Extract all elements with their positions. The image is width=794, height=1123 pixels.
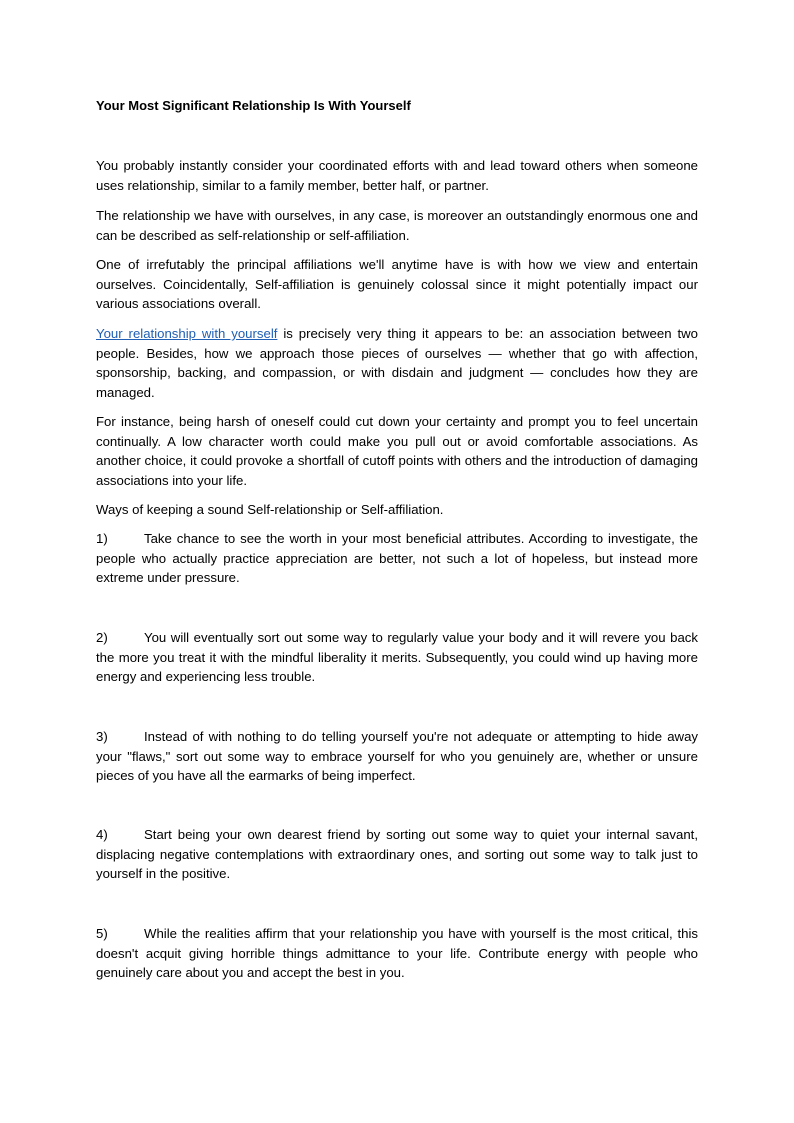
paragraph-6: Ways of keeping a sound Self-relationship or Self-affiliation.: [96, 502, 444, 517]
paragraph-3: One of irrefutably the principal affiliations we'll anytime have is with how we view and entertain ourselves. Coincidentally, Self-affiliation is genuinely colossal since it might potentially impact our various associations overall.: [96, 257, 698, 311]
list-item-3: [96, 727, 698, 786]
list-item-text: While the realities affirm that your relationship you have with yourself is the most critical, this doesn't acquit giving horrible things admittance to your life. Contribute energy with people who genuinely care about you and accept the best in you.: [96, 926, 698, 980]
paragraph-4-text: is precisely very thing it appears to be: an association between two people. Besides, how we approach those pieces of ourselves — whether that go with affection, sponsorship, backing, and compassion, or with disdain and judgment — concludes how they are managed.: [96, 326, 698, 400]
list-item-text: Instead of with nothing to do telling yourself you're not adequate or attempting to hide away your "flaws," sort out some way to embrace yourself for who you genuinely are, whether or unsure pieces of you have all the earmarks of being imperfect.: [96, 729, 698, 783]
list-number: 5): [96, 926, 108, 941]
relationship-link[interactable]: Your relationship with yourself: [96, 326, 278, 341]
paragraph-2: The relationship we have with ourselves, in any case, is moreover an outstandingly enormous one and can be described as self-relationship or self-affiliation.: [96, 208, 698, 243]
list-number: 3): [96, 729, 108, 744]
list-number: 2): [96, 630, 108, 645]
list-item-1: [96, 529, 698, 588]
paragraph-5: For instance, being harsh of oneself could cut down your certainty and prompt you to feel uncertain continually. A low character worth could make you pull out or avoid comfortable associations. As another choice, it could provoke a shortfall of cutoff points with others and the introduction of damaging associations into your life.: [96, 414, 698, 488]
list-item-4: [96, 825, 698, 884]
page-title: Your Most Significant Relationship Is With Yourself: [96, 98, 411, 113]
list-item-5: [96, 924, 698, 983]
paragraph-1: You probably instantly consider your coordinated efforts with and lead toward others when someone uses relationship, similar to a family member, better half, or partner.: [96, 158, 698, 193]
list-item-text: Take chance to see the worth in your most beneficial attributes. According to investigate, the people who actually practice appreciation are better, not such a lot of hopeless, but instead more extreme under pressure.: [96, 531, 698, 585]
list-number: 1): [96, 531, 108, 546]
list-item-text: Start being your own dearest friend by sorting out some way to quiet your internal savant, displacing negative contemplations with extraordinary ones, and sorting out some way to talk just to yourself in the positive.: [96, 827, 698, 881]
list-item-text: You will eventually sort out some way to regularly value your body and it will revere you back the more you treat it with the mindful liberality it merits. Subsequently, you could wind up having more energy and experiencing less trouble.: [96, 630, 698, 684]
list-item-2: [96, 628, 698, 687]
list-number: 4): [96, 827, 108, 842]
paragraph-4: [96, 324, 698, 402]
